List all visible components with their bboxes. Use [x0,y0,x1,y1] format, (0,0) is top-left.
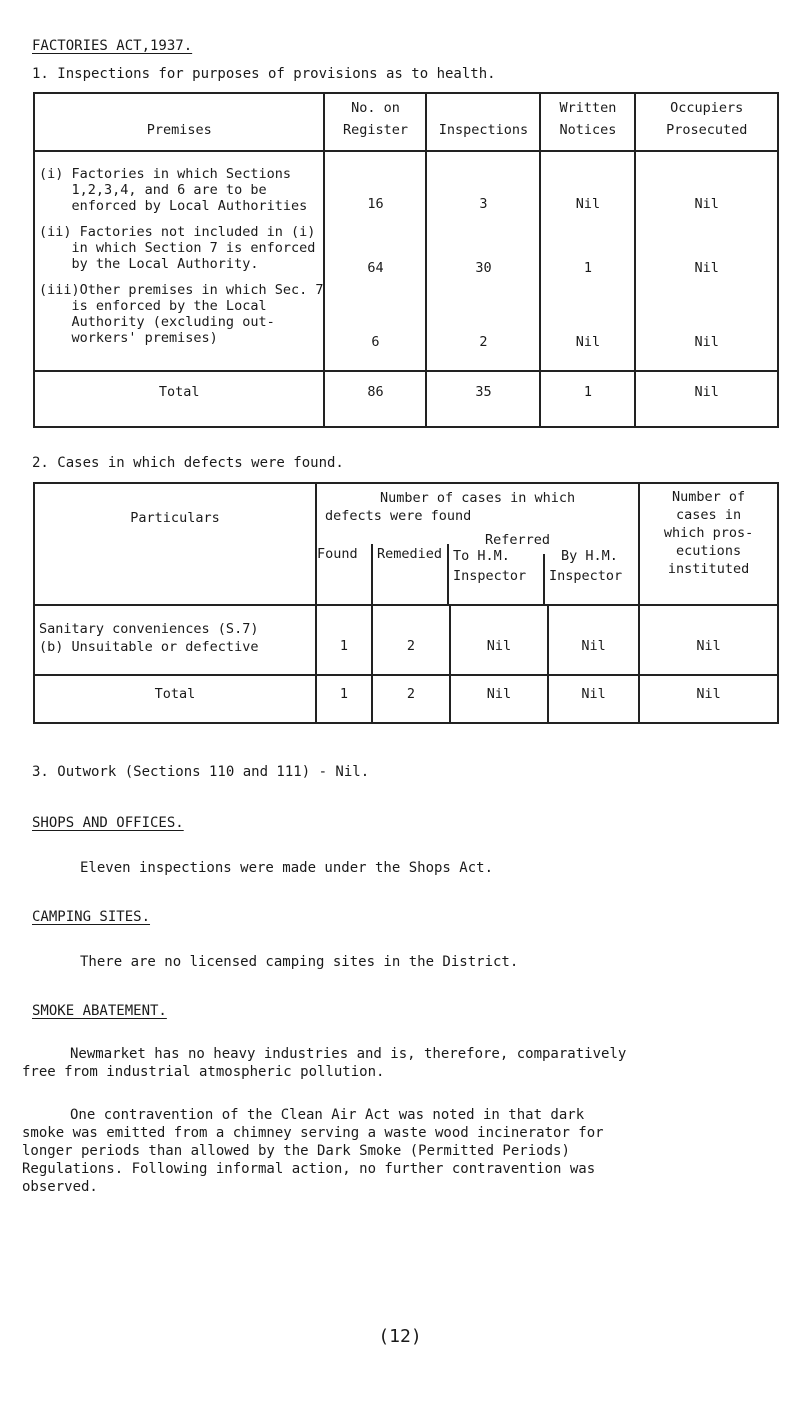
found-cell [316,605,372,675]
premises-row-i-line1: (i) Factories in which Sections [39,166,291,182]
page-number: (12) [378,1326,422,1347]
header-occupiers-prosecuted [635,93,778,151]
t2-total-remedied-value: 2 [406,686,416,702]
prosecuted-row-ii: Nil [694,260,719,276]
premises-row-i-line2: 1,2,3,4, and 6 are to be [39,182,267,198]
t2-total-found-value: 1 [339,686,349,702]
total-prosecuted [635,371,778,427]
header-remedied: Remedied [377,546,443,562]
premises-row-ii-line1: (ii) Factories not included in (i) [39,224,316,240]
header-to-hm-line2: Inspector [453,568,527,584]
remedied-value: 2 [406,638,416,654]
header-by-hm-line2: Inspector [549,568,623,584]
to-hm-cell [450,605,548,675]
total-prosecuted-value: Nil [694,384,719,400]
divider-to-by [543,554,545,606]
t2-total-label-text: Total [154,686,196,702]
header-prosecutions-line5: instituted [667,561,750,577]
header-by-hm-line1: By H.M. [561,548,618,564]
header-inspections [426,93,540,151]
register-cell [324,151,426,371]
premises-row-i-line3: enforced by Local Authorities [39,198,308,214]
header-prosecutions-line2: cases in [676,507,742,523]
t2-total-label [34,675,316,723]
header-prosecutions [639,483,778,605]
section2-title: 2. Cases in which defects were found. [32,455,344,471]
divider-found-remedied [371,544,373,606]
t2-total-by-hm-value: Nil [581,686,606,702]
table2-header-row [34,483,778,605]
t2-total-found [316,675,372,723]
header-to-hm-line1: To H.M. [453,548,510,564]
header-particulars [34,483,316,605]
smoke-paragraph-1 [22,1045,792,1081]
header-prosecutions-line1: Number of [671,489,746,505]
register-row-i: 16 [367,196,384,212]
found-value: 1 [339,638,349,654]
camping-text: There are no licensed camping sites in the District. [80,954,519,970]
header-written-notices [540,93,635,151]
divider-remedied-referred [447,544,449,606]
shops-heading: SHOPS AND OFFICES. [32,815,184,831]
header-referred: Referred [485,532,551,548]
smoke-p1-line2: free from industrial atmospheric pollution. [22,1064,385,1080]
section3-title: 3. Outwork (Sections 110 and 111) - Nil. [32,764,370,780]
header-register [324,93,426,151]
table2-total-row [34,675,778,723]
inspections-table [33,92,779,428]
total-inspections [426,371,540,427]
defects-table [33,482,779,724]
header-number-of-cases [316,483,639,605]
table1-body-row [34,151,778,371]
inspections-cell [426,151,540,371]
register-row-iii: 6 [371,334,380,350]
header-written-line1: Written [559,100,617,116]
table1-header-row [34,93,778,151]
camping-heading: CAMPING SITES. [32,909,151,925]
t2-total-prosecutions [639,675,778,723]
table2-row-sanitary [34,605,778,675]
remedied-cell [372,605,450,675]
header-premises [34,93,324,151]
header-found: Found [317,546,358,562]
t2-total-by-hm [548,675,639,723]
inspections-row-ii: 30 [475,260,492,276]
header-written-line2: Notices [559,122,617,138]
prosecutions-cell [639,605,778,675]
t2-total-prosecutions-value: Nil [696,686,721,702]
smoke-p2-line1: One contravention of the Clean Air Act was noted in that dark [70,1107,585,1123]
premises-row-iii-line4: workers' premises) [39,330,218,346]
header-prosecutions-line4: ecutions [676,543,742,559]
by-hm-cell [548,605,639,675]
particulars-line1: Sanitary conveniences (S.7) [39,621,259,637]
table1-total-row [34,371,778,427]
header-occupiers-line2: Prosecuted [666,122,748,138]
header-register-line1: No. on [351,100,400,116]
total-register [324,371,426,427]
inspections-row-iii: 2 [479,334,488,350]
premises-cell [34,151,324,371]
header-prosecutions-line3: which pros- [663,525,754,541]
particulars-line2: (b) Unsuitable or defective [39,639,259,655]
notices-row-iii: Nil [575,334,601,350]
prosecutions-value: Nil [696,638,721,654]
premises-row-iii-line3: Authority (excluding out- [39,314,275,330]
smoke-p2-line3: longer periods than allowed by the Dark Smoke (Permitted Periods) [22,1143,570,1159]
notices-row-i: Nil [575,196,601,212]
prosecuted-row-i: Nil [694,196,719,212]
register-row-ii: 64 [367,260,384,276]
t2-total-to-hm-value: Nil [486,686,512,702]
total-register-value: 86 [367,384,384,400]
premises-row-iii-line1: (iii)Other premises in which Sec. 7 [39,282,324,298]
prosecuted-cell [635,151,778,371]
total-notices-value: 1 [583,384,593,400]
header-premises-label: Premises [146,122,212,138]
premises-row-ii-line3: by the Local Authority. [39,256,259,272]
smoke-p1-line1: Newmarket has no heavy industries and is, therefore, comparatively [70,1046,627,1062]
header-inspections-label: Inspections [438,122,529,138]
t2-total-remedied [372,675,450,723]
smoke-paragraph-2 [22,1106,792,1196]
header-number-line1: Number of cases in which [380,490,576,506]
shops-text: Eleven inspections were made under the Shops Act. [80,860,494,876]
notices-cell [540,151,635,371]
to-hm-value: Nil [486,638,512,654]
header-occupiers-line1: Occupiers [670,100,744,116]
header-particulars-label: Particulars [130,510,220,526]
by-hm-value: Nil [581,638,606,654]
smoke-p2-line2: smoke was emitted from a chimney serving a waste wood incinerator for [22,1125,604,1141]
smoke-p2-line4: Regulations. Following informal action, no further contravention was [22,1161,596,1177]
act-heading: FACTORIES ACT,1937. [32,38,193,54]
inspections-row-i: 3 [479,196,488,212]
premises-row-ii-line2: in which Section 7 is enforced [39,240,316,256]
premises-row-iii-line2: is enforced by the Local [39,298,267,314]
notices-row-ii: 1 [583,260,593,276]
total-inspections-value: 35 [475,384,492,400]
prosecuted-row-iii: Nil [694,334,719,350]
t2-total-to-hm [450,675,548,723]
smoke-heading: SMOKE ABATEMENT. [32,1003,167,1019]
header-number-line2: defects were found [325,508,472,524]
header-register-line2: Register [342,122,408,138]
smoke-p2-line5: observed. [22,1179,98,1195]
section1-title: 1. Inspections for purposes of provisions as to health. [32,66,496,82]
total-label-text: Total [158,384,200,400]
total-notices [540,371,635,427]
total-label [34,371,324,427]
particulars-cell [34,605,316,675]
